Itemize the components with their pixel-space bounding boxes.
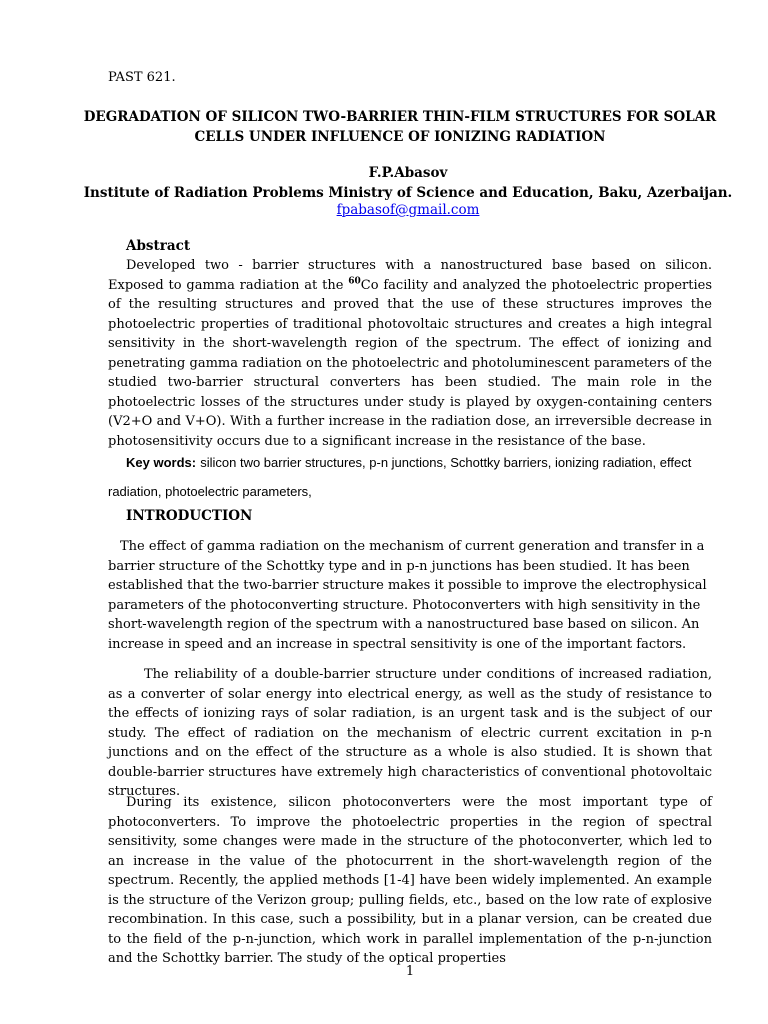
author-name: F.P.Abasov: [368, 165, 448, 181]
abstract-paragraph: [108, 256, 712, 451]
keywords-line: [108, 449, 714, 507]
keywords-text: silicon two barrier structures, p-n junctions, Schottky barriers, ionizing radiation, effect radiation, photoelectric parameters,: [108, 455, 692, 499]
author-email-link[interactable]: fpabasof@gmail.com: [336, 202, 480, 218]
isotope-superscript: 60: [348, 276, 361, 287]
keywords-label: Key words:: [126, 455, 197, 470]
intro-paragraph-2: The reliability of a double-barrier structure under conditions of increased radiation, as a converter of solar energy into electrical energy, as well as the study of resistance to the effects of ionizing rays of solar radiation, is an urgent task and is the subject of our study. The effect of radiation on the mechanism of electric current excitation in p-n junctions and on the effect of the structure as a whole is also studied. It is shown that double-barrier structures have extremely high characteristics of conventional photovoltaic structures.: [108, 667, 712, 799]
document-code: PAST 621.: [108, 70, 176, 85]
paper-title: DEGRADATION OF SILICON TWO-BARRIER THIN-FILM STRUCTURES FOR SOLAR CELLS UNDER INFLUENCE OF IONIZING RADIATION: [83, 109, 717, 145]
abstract-text-rest: Co facility and analyzed the photoelectric properties of the resulting structures and proved that the use of these structures improves the photoelectric properties of traditional photovoltaic structures and creates a high integral sensitivity in the short-wavelength region of the spectrum. The effect of ionizing and penetrating gamma radiation on the photoelectric and photoluminescent parameters of the studied two-barrier structural converters has been studied. The main role in the photoelectric losses of the structures under study is played by oxygen-containing centers (V2+O and V+O). With a further increase in the radiation dose, an irreversible decrease in photosensitivity occurs due to a significant increase in the resistance of the base.: [108, 277, 712, 449]
author-affiliation: Institute of Radiation Problems Ministry of Science and Education, Baku, Azerbaijan.: [83, 185, 733, 201]
intro-paragraph-3: During its existence, silicon photoconverters were the most important type of photoconverters. To improve the photoelectric properties in the region of spectral sensitivity, some changes were made in the structure of the photoconverter, which led to an increase in the value of the photocurrent in the short-wavelength region of the spectrum. Recently, the applied methods [1-4] have been widely implemented. An example is the structure of the Verizon group; pulling fields, etc., based on the low rate of explosive recombination. In this case, such a possibility, but in a planar version, can be created due to the field of the p-n-junction, which work in parallel implementation of the p-n-junction and the Schottky barrier. The study of the optical properties: [108, 795, 712, 966]
abstract-heading: Abstract: [126, 238, 191, 254]
page-number: 1: [405, 964, 415, 979]
abstract-text-start: Developed two - barrier structures with a nanostructured base based on silicon. Exposed to gamma radiation at the: [108, 258, 712, 293]
intro-paragraph-1: The effect of gamma radiation on the mechanism of current generation and transfer in a barrier structure of the Schottky type and in p-n junctions has been studied. It has been established that the two-barrier structure makes it possible to improve the electrophysical parameters of the photoconverting structure. Photoconverters with high sensitivity in the short-wavelength region of the spectrum with a nanostructured base based on silicon. An increase in speed and an increase in spectral sensitivity is one of the important factors.: [108, 539, 707, 652]
introduction-heading: INTRODUCTION: [126, 508, 253, 524]
